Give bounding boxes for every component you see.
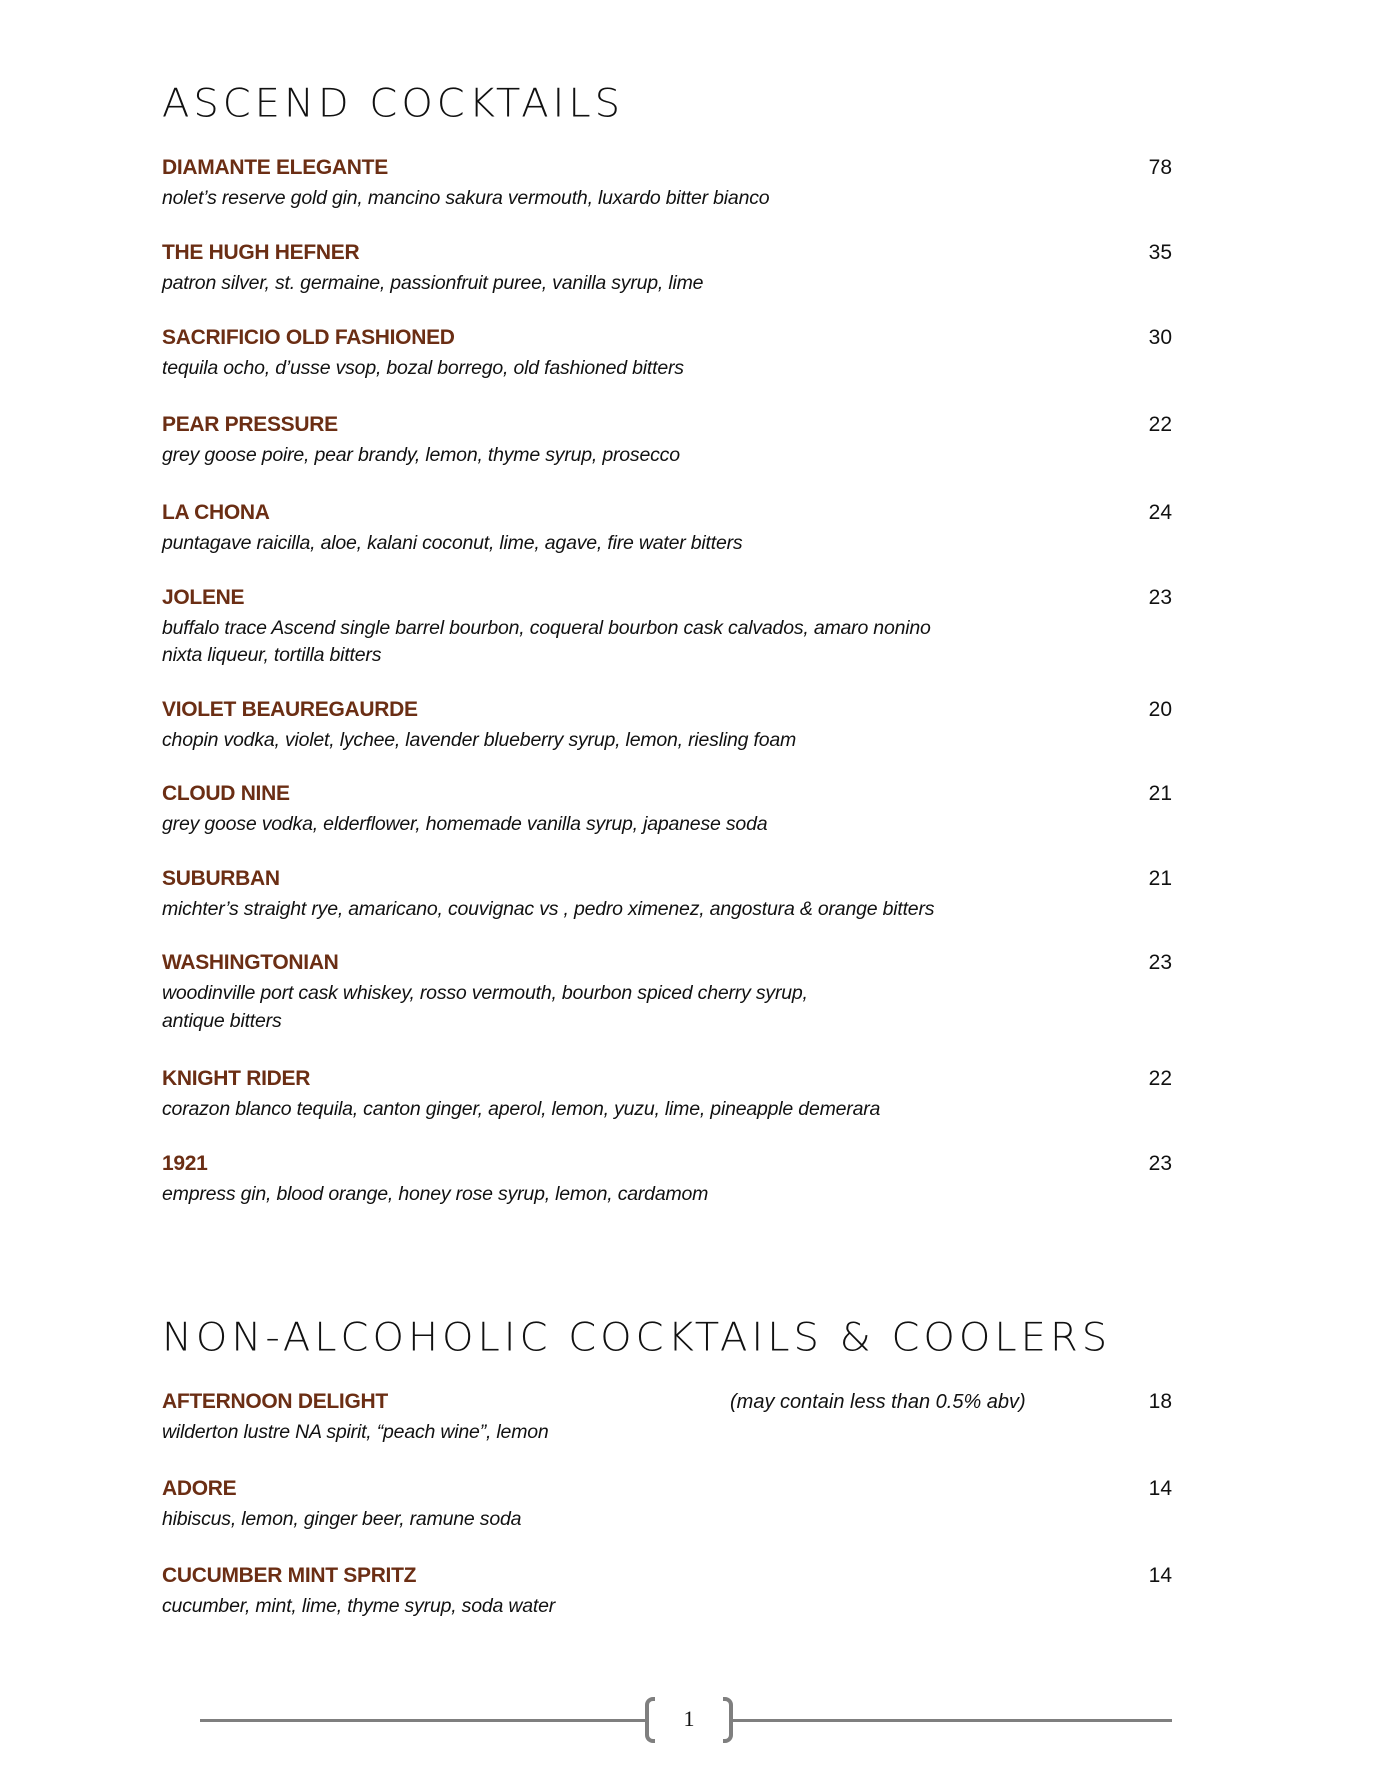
item-name: AFTERNOON DELIGHT	[162, 1390, 388, 1413]
item-name: WASHINGTONIAN	[162, 951, 339, 974]
item-name: DIAMANTE ELEGANTE	[162, 156, 388, 179]
item-description: woodinville port cask whiskey, rosso vermouth, bourbon spiced cherry syrup,	[162, 982, 808, 1004]
item-description-line-2: antique bitters	[162, 1010, 282, 1032]
item-price: 14	[1148, 1564, 1172, 1587]
item-description: grey goose vodka, elderflower, homemade vanilla syrup, japanese soda	[162, 813, 768, 835]
item-name: VIOLET BEAUREGAURDE	[162, 698, 418, 721]
item-description: cucumber, mint, lime, thyme syrup, soda water	[162, 1595, 556, 1617]
item-name: CUCUMBER MINT SPRITZ	[162, 1564, 417, 1587]
item-description: corazon blanco tequila, canton ginger, aperol, lemon, yuzu, lime, pineapple demerara	[162, 1098, 881, 1120]
item-price: 18	[1148, 1390, 1172, 1413]
section-title-non-alcoholic: NON-ALCOHOLIC COCKTAILS & COOLERS	[162, 1315, 1112, 1361]
page-number-box	[645, 1697, 733, 1743]
item-description: empress gin, blood orange, honey rose syrup, lemon, cardamom	[162, 1183, 709, 1205]
footer-rule-left	[200, 1719, 647, 1722]
item-description: puntagave raicilla, aloe, kalani coconut, lime, agave, fire water bitters	[162, 532, 743, 554]
item-price: 14	[1148, 1477, 1172, 1500]
item-description: michter’s straight rye, amaricano, couvignac vs , pedro ximenez, angostura & orange bitters	[162, 898, 935, 920]
item-price: 21	[1148, 867, 1172, 890]
item-description: buffalo trace Ascend single barrel bourbon, coqueral bourbon cask calvados, amaro nonino	[162, 617, 931, 639]
item-description: grey goose poire, pear brandy, lemon, thyme syrup, prosecco	[162, 444, 680, 466]
page-number: 1	[683, 1706, 695, 1731]
item-price: 35	[1148, 241, 1172, 264]
item-price: 22	[1148, 1067, 1172, 1090]
item-abv-note: (may contain less than 0.5% abv)	[730, 1391, 1026, 1413]
item-price: 22	[1148, 413, 1172, 436]
item-description: nolet’s reserve gold gin, mancino sakura vermouth, luxardo bitter bianco	[162, 187, 770, 209]
item-name: LA CHONA	[162, 501, 270, 524]
item-name: CLOUD NINE	[162, 782, 290, 805]
item-name: THE HUGH HEFNER	[162, 241, 360, 264]
item-name: KNIGHT RIDER	[162, 1067, 311, 1090]
item-description: wilderton lustre NA spirit, “peach wine”, lemon	[162, 1421, 549, 1443]
item-price: 21	[1148, 782, 1172, 805]
item-price: 78	[1148, 156, 1172, 179]
item-price: 23	[1148, 951, 1172, 974]
item-description: chopin vodka, violet, lychee, lavender blueberry syrup, lemon, riesling foam	[162, 729, 797, 751]
item-name: SACRIFICIO OLD FASHIONED	[162, 326, 455, 349]
item-description-line-2: nixta liqueur, tortilla bitters	[162, 644, 382, 666]
item-name: SUBURBAN	[162, 867, 280, 890]
item-name: ADORE	[162, 1477, 237, 1500]
item-price: 23	[1148, 586, 1172, 609]
item-name: PEAR PRESSURE	[162, 413, 338, 436]
section-title-ascend-cocktails: ASCEND COCKTAILS	[162, 81, 625, 127]
item-price: 20	[1148, 698, 1172, 721]
item-description: tequila ocho, d’usse vsop, bozal borrego, old fashioned bitters	[162, 357, 684, 379]
item-price: 30	[1148, 326, 1172, 349]
item-price: 24	[1148, 501, 1172, 524]
item-name: JOLENE	[162, 586, 245, 609]
item-name: 1921	[162, 1152, 208, 1175]
item-description: patron silver, st. germaine, passionfruit puree, vanilla syrup, lime	[162, 272, 704, 294]
item-description: hibiscus, lemon, ginger beer, ramune soda	[162, 1508, 522, 1530]
footer-rule-right	[731, 1719, 1172, 1722]
item-price: 23	[1148, 1152, 1172, 1175]
